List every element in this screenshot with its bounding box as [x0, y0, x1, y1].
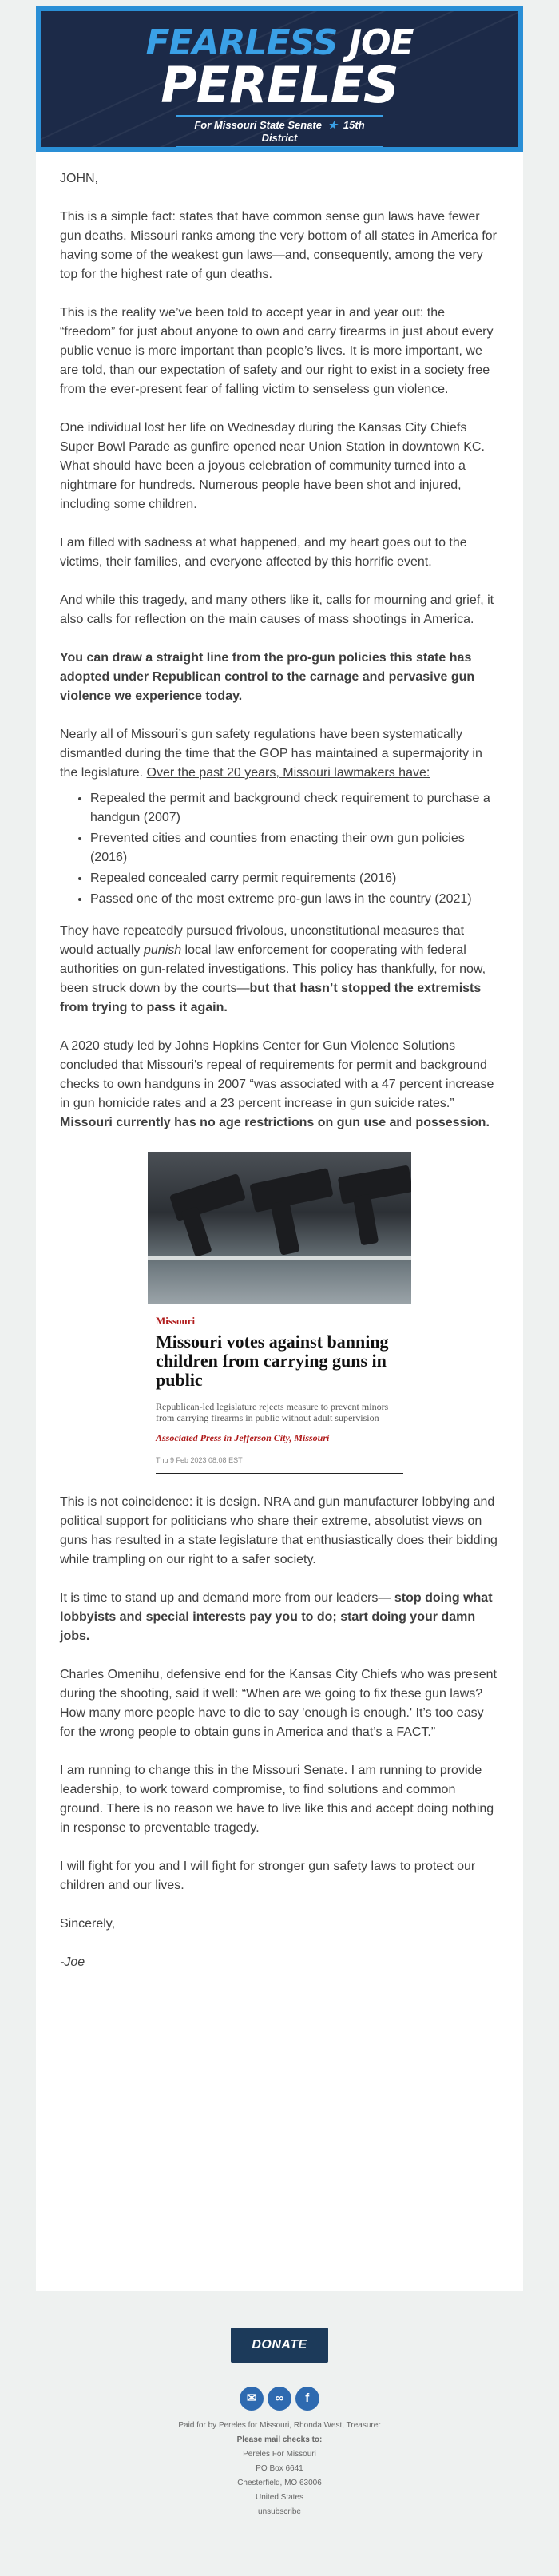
handguns-photo [148, 1152, 411, 1304]
paragraph-2: This is the reality we’ve been told to accept year in and year out: the “freedom” for just about anyone to own and carry firearms in just about every public venue is more important than people’s lives. It is more important, we are told, than our expectation of safety and our right to exist in a society free from the ever-present fear of falling victim to senseless gun violence. [60, 306, 494, 396]
social-icons [36, 2387, 523, 2411]
article-title: Missouri votes against banning children from carrying guns in public [156, 1332, 389, 1390]
paragraph-7: Nearly all of Missouri’s gun safety regulations have been systematically dismantled during the time that the GOP has maintained a supermajority in the legislature. Over the past 20 years, Missouri lawmakers have: [60, 728, 482, 780]
mailing-country: United States [255, 2493, 304, 2502]
list-item: • Prevented cities and counties from enacting their own gun policies (2016) [90, 829, 499, 867]
facebook-icon[interactable]: f [295, 2387, 319, 2411]
logo-tagline: For Missouri State Senate ★ 15th District [176, 115, 383, 148]
logo-joe: JOE [348, 22, 414, 63]
donate-button[interactable]: DONATE [231, 2328, 327, 2363]
paragraph-10: This is not coincidence: it is design. NRA and gun manufacturer lobbying and political support for politicians who share their extreme, absolutist views on guns has resulted in a state legislature that enthusiastically does their bidding while trampling on our right to a safer society. [60, 1495, 498, 1566]
campaign-header [36, 6, 523, 152]
article-subtitle: Republican-led legislature rejects measure to prevent minors from carrying firearms in public without adult supervision [156, 1401, 389, 1423]
star-icon: ★ [327, 119, 338, 131]
unsubscribe-link[interactable]: unsubscribe [258, 2507, 301, 2516]
mail-checks-label: Please mail checks to: [236, 2435, 323, 2444]
paragraph-6: You can draw a straight line from the pro-gun policies this state has adopted under Republican control to the carnage and pervasive gun violence we experience today. [60, 651, 475, 703]
list-item: • Passed one of the most extreme pro-gun laws in the country (2021) [90, 890, 499, 909]
mailing-city: Chesterfield, MO 63006 [237, 2479, 322, 2487]
list-item: • Repealed the permit and background check requirement to purchase a handgun (2007) [90, 789, 499, 828]
mailing-org: Pereles For Missouri [243, 2450, 316, 2459]
paragraph-13: I am running to change this in the Missouri Senate. I am running to provide leadership, to work toward compromise, to find solutions and common ground. There is no reason we have to live like this and accept doing nothing in response to preventable tragedy. [60, 1764, 494, 1835]
paragraph-3: One individual lost her life on Wednesday during the Kansas City Chiefs Super Bowl Parade as gunfire opened near Union Station in downtown KC. What should have been a joyous celebration of community turned into a nightmare for hundreds. Numerous people have been shot and injured, including some children. [60, 421, 485, 511]
paragraph-11: It is time to stand up and demand more from our leaders— stop doing what lobbyists and special interests pay you to do; start doing your damn jobs. [60, 1591, 493, 1643]
article-date: Thu 9 Feb 2023 08.08 EST [156, 1451, 403, 1474]
paid-for-disclaimer: Paid for by Pereles for Missouri, Rhonda West, Treasurer [178, 2421, 381, 2430]
signature: -Joe [60, 1955, 85, 1969]
news-article-card[interactable] [148, 1152, 411, 1474]
mailing-po-box: PO Box 6641 [256, 2464, 303, 2473]
link-icon[interactable]: ∞ [268, 2387, 291, 2411]
logo-name: PERELES [161, 56, 398, 114]
paragraph-9: A 2020 study led by Johns Hopkins Center for Gun Violence Solutions concluded that Missouri's repeal of requirements for permit and background checks to own handguns in 2007 “was associated with a 47 percent increase in gun homicide rates and a 23 percent increase in gun suicide rates.” Missouri currently has no age restrictions on gun use and possession. [60, 1039, 494, 1129]
paragraph-5: And while this tragedy, and many others like it, calls for mourning and grief, it also calls for reflection on the main causes of mass shootings in America. [60, 593, 494, 626]
list-item: • Repealed concealed carry permit requirements (2016) [90, 869, 499, 888]
email-body [36, 152, 523, 2291]
email-footer [36, 2291, 523, 2519]
paragraph-4: I am filled with sadness at what happened, and my heart goes out to the victims, their families, and everyone affected by this horrific event. [60, 536, 467, 569]
closing: Sincerely, [60, 1917, 116, 1931]
email-icon[interactable]: ✉ [240, 2387, 264, 2411]
greeting: JOHN, [60, 172, 98, 185]
email-container [36, 6, 523, 2519]
article-category: Missouri [156, 1315, 196, 1327]
paragraph-14: I will fight for you and I will fight for stronger gun safety laws to protect our children and our lives. [60, 1860, 476, 1892]
paragraph-12: Charles Omenihu, defensive end for the Kansas City Chiefs who was present during the shooting, said it well: “When are we going to fix these gun laws? How many more people have to die to say 'enough is enough.' It’s too easy for the wrong people to obtain guns in America and that’s a FACT.” [60, 1668, 497, 1739]
paragraph-8: They have repeatedly pursued frivolous, unconstitutional measures that would actually punish local law enforcement for cooperating with federal authorities on gun-related investigations. This policy has thankfully, for now, been struck down by the courts—but that hasn’t stopped the extremists from trying to pass it again. [60, 924, 486, 1014]
logo-fearless: FEARLESS [145, 22, 338, 63]
legislation-list [60, 789, 499, 909]
paragraph-1: This is a simple fact: states that have common sense gun laws have fewer gun deaths. Missouri ranks among the very bottom of all states in America for having some of the weakest gun laws—and, consequently, among the very top for the highest rate of gun deaths. [60, 210, 497, 281]
article-source: Associated Press in Jefferson City, Missouri [156, 1432, 330, 1443]
